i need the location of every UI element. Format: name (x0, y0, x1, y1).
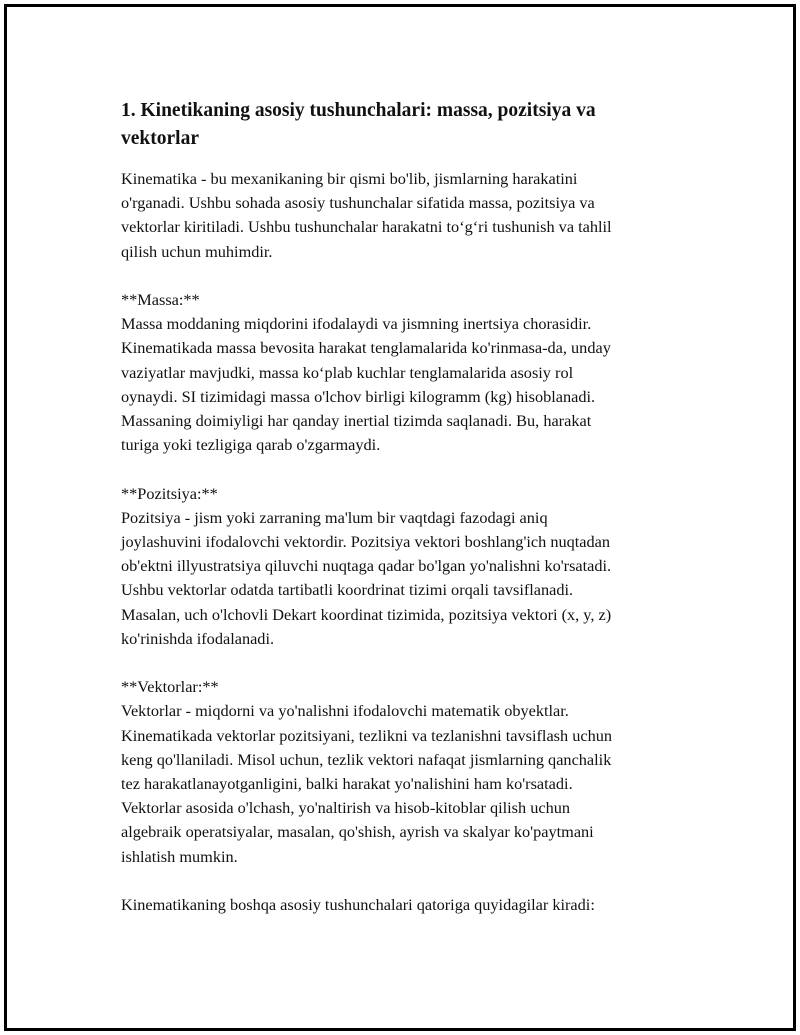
text-line: Vektorlar asosida o'lchash, yo'naltirish va hisob-kitoblar qilish uchun (121, 798, 570, 818)
text-line: Kinematikaning boshqa asosiy tushunchalari qatoriga quyidagilar kiradi: (121, 895, 595, 915)
text-line: vaziyatlar mavjudki, massa ko‘plab kuchlar tenglamalarida asosiy rol (121, 362, 574, 382)
text-line: Kinematikada vektorlar pozitsiyani, tezlikni va tezlanishni tavsiflash uchun (121, 725, 613, 745)
text-line: Masalan, uch o'lchovli Dekart koordinat tizimida, pozitsiya vektori (x, y, z) (121, 604, 612, 624)
text-line: ko'rinishda ifodalanadi. (121, 628, 275, 648)
text-line: Pozitsiya - jism yoki zarraning ma'lum bir vaqtdagi fazodagi aniq (121, 507, 548, 527)
subheading-pozitsiya: **Pozitsiya:** (121, 483, 218, 503)
text-line: Massa moddaning miqdorini ifodalaydi va jismning inertsiya chorasidir. (121, 314, 592, 334)
text-line: turiga yoki tezligiga qarab o'zgarmaydi. (121, 435, 381, 455)
text-line: Ushbu vektorlar odatda tartibatli koordrinat tizimi orqali tavsiflanadi. (121, 580, 574, 600)
text-line: Kinematikada massa bevosita harakat tenglamalarida ko'rinmasa-da, unday (121, 338, 611, 358)
subheading-massa: **Massa:** (121, 290, 200, 309)
text-line: Kinematika - bu mexanikaning bir qismi bo'lib, jismlarning harakatini (121, 169, 578, 188)
text-line: ob'ektni illyustratsiya qiluvchi nuqtaga qadar bo'lgan yo'nalishni ko'rsatadi. (121, 556, 612, 576)
text-line: joylashuvini ifodalovchi vektordir. Pozitsiya vektori boshlang'ich nuqtadan (121, 532, 611, 552)
subheading-vektorlar: **Vektorlar:** (121, 677, 219, 697)
pozitsiya-paragraph (121, 482, 681, 651)
text-line: vektorlar kiritiladi. Ushbu tushunchalar harakatni to‘g‘ri tushunish va tahlil (121, 217, 612, 237)
text-line: tez harakatlanayotganligini, balki harakat yo'nalishini ham ko'rsatadi. (121, 774, 573, 794)
heading-line: 1. Kinetikaning asosiy tushunchalari: massa, pozitsiya va (121, 100, 596, 121)
massa-paragraph (121, 288, 681, 457)
section-heading (121, 97, 681, 153)
intro-paragraph (121, 167, 681, 264)
text-line: Massaning doimiyligi har qanday inertial tizimda saqlanadi. Bu, harakat (121, 411, 592, 431)
text-line: keng qo'llaniladi. Misol uchun, tezlik vektori nafaqat jismlarning qanchalik (121, 749, 612, 769)
text-line: qilish uchun muhimdir. (121, 241, 273, 261)
text-line: Vektorlar - miqdorni va yo'nalishni ifodalovchi matematik obyektlar. (121, 701, 569, 721)
vektorlar-paragraph (121, 675, 681, 869)
text-line: ishlatish mumkin. (121, 846, 238, 866)
closing-paragraph (121, 893, 681, 917)
text-line: oynaydi. SI tizimidagi massa o'lchov birligi kilogramm (kg) hisoblanadi. (121, 386, 596, 406)
text-line: algebraik operatsiyalar, masalan, qo'shish, ayrish va skalyar ko'paytmani (121, 822, 594, 842)
document-body (121, 97, 681, 917)
heading-line: vektorlar (121, 128, 199, 149)
text-line: o'rganadi. Ushbu sohada asosiy tushunchalar sifatida massa, pozitsiya va (121, 193, 595, 213)
page-frame (4, 4, 796, 1031)
